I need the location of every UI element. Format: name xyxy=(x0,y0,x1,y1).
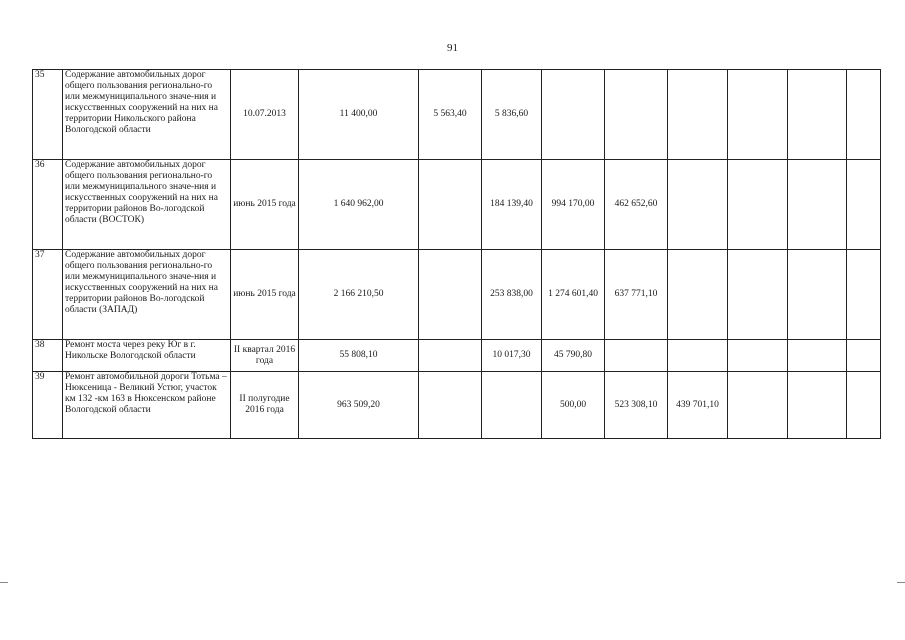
amount-cell xyxy=(668,340,728,372)
amount-cell: 1 274 601,40 xyxy=(542,250,605,340)
left-scan-mark xyxy=(0,582,8,583)
amount-cell: 45 790,80 xyxy=(542,340,605,372)
amount-cell: 500,00 xyxy=(542,372,605,439)
row-description: Содержание автомобильных дорог общего пользования регионально-го или межмуниципального значе-ния и искусственных сооружений на них на территории районов Во-логодской области (ЗАПАД) xyxy=(63,250,231,340)
amount-cell xyxy=(668,250,728,340)
table-row xyxy=(33,250,881,340)
amount-cell: 253 838,00 xyxy=(482,250,542,340)
amount-cell: 994 170,00 xyxy=(542,160,605,250)
amount-cell: 184 139,40 xyxy=(482,160,542,250)
amount-cell xyxy=(419,160,482,250)
amount-cell: 1 640 962,00 xyxy=(299,160,419,250)
amount-cell xyxy=(419,372,482,439)
amount-cell xyxy=(788,372,847,439)
amount-cell xyxy=(482,372,542,439)
row-date: 10.07.2013 xyxy=(231,70,299,160)
row-date: II квартал 2016 года xyxy=(231,340,299,372)
table-row xyxy=(33,70,881,160)
amount-cell: 55 808,10 xyxy=(299,340,419,372)
amount-cell xyxy=(847,340,881,372)
amount-cell: 11 400,00 xyxy=(299,70,419,160)
table-row xyxy=(33,340,881,372)
row-number: 38 xyxy=(33,340,63,372)
amount-cell xyxy=(728,340,788,372)
budget-table xyxy=(32,69,881,439)
amount-cell: 5 836,60 xyxy=(482,70,542,160)
amount-cell: 963 509,20 xyxy=(299,372,419,439)
amount-cell: 10 017,30 xyxy=(482,340,542,372)
row-date: II полугодие 2016 года xyxy=(231,372,299,439)
amount-cell xyxy=(419,340,482,372)
amount-cell: 462 652,60 xyxy=(605,160,668,250)
amount-cell xyxy=(668,160,728,250)
amount-cell xyxy=(542,70,605,160)
amount-cell: 523 308,10 xyxy=(605,372,668,439)
amount-cell xyxy=(728,250,788,340)
row-description: Содержание автомобильных дорог общего пользования регионально-го или межмуниципального значе-ния и искусственных сооружений на них на территории районов Во-логодской области (ВОСТОК) xyxy=(63,160,231,250)
row-description: Содержание автомобильных дорог общего пользования регионально-го или межмуниципального значе-ния и искусственных сооружений на них на территории Никольского района Вологодской области xyxy=(63,70,231,160)
right-scan-mark xyxy=(897,582,905,583)
amount-cell xyxy=(728,160,788,250)
amount-cell xyxy=(788,160,847,250)
amount-cell xyxy=(788,250,847,340)
amount-cell xyxy=(788,70,847,160)
amount-cell xyxy=(605,340,668,372)
amount-cell: 2 166 210,50 xyxy=(299,250,419,340)
row-date: июнь 2015 года xyxy=(231,250,299,340)
row-number: 36 xyxy=(33,160,63,250)
amount-cell: 439 701,10 xyxy=(668,372,728,439)
table-row xyxy=(33,160,881,250)
amount-cell: 637 771,10 xyxy=(605,250,668,340)
page-number: 91 xyxy=(447,42,458,54)
amount-cell xyxy=(788,340,847,372)
row-number: 35 xyxy=(33,70,63,160)
row-description: Ремонт моста через реку Юг в г. Никольске Вологодской области xyxy=(63,340,231,372)
amount-cell xyxy=(728,372,788,439)
row-number: 39 xyxy=(33,372,63,439)
amount-cell xyxy=(847,372,881,439)
row-description: Ремонт автомобильной дороги Тотьма – Нюксеница - Великий Устюг, участок км 132 -км 163 в Нюксенском районе Вологодской области xyxy=(63,372,231,439)
amount-cell: 5 563,40 xyxy=(419,70,482,160)
amount-cell xyxy=(847,160,881,250)
amount-cell xyxy=(668,70,728,160)
amount-cell xyxy=(728,70,788,160)
amount-cell xyxy=(847,70,881,160)
amount-cell xyxy=(847,250,881,340)
row-number: 37 xyxy=(33,250,63,340)
row-date: июнь 2015 года xyxy=(231,160,299,250)
amount-cell xyxy=(419,250,482,340)
amount-cell xyxy=(605,70,668,160)
table-row xyxy=(33,372,881,439)
